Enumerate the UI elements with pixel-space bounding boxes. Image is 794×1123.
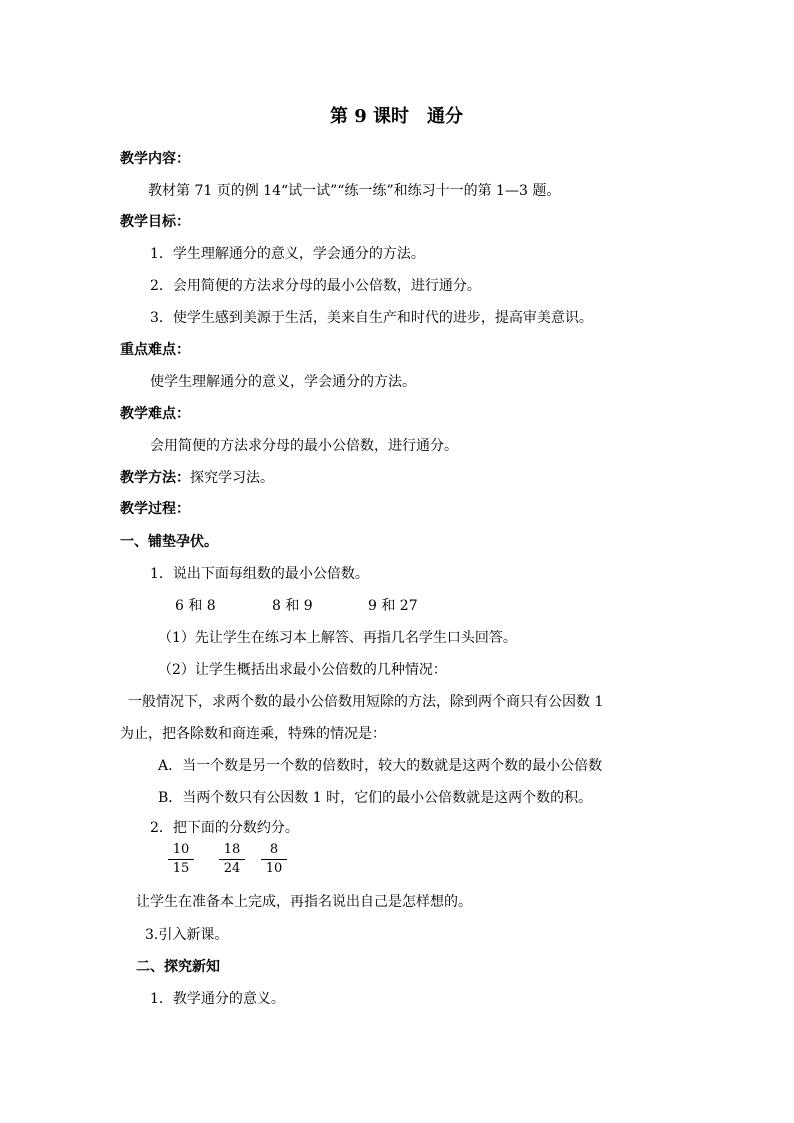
goals-heading: 教学目标： [120,214,190,230]
fraction-3 [261,842,287,877]
method-text: 探究学习法。 [190,470,274,486]
special-case-a: A．当一个数是另一个数的倍数时，较大的数就是这两个数的最小公倍数 [158,758,603,774]
question-2-note: 让学生在准备本上完成，再指名说出自己是怎样想的。 [136,894,472,910]
step-2: （2）让学生概括出求最小公倍数的几种情况： [158,662,447,678]
special-case-b: B．当两个数只有公因数 1 时，它们的最小公倍数就是这两个数的积。 [158,790,593,806]
number-pair-3: 9 和 27 [368,598,418,614]
fraction-2-numerator: 18 [219,842,245,860]
question-3: 3.引入新课。 [145,927,229,943]
content-text: 教材第 71 页的例 14“试一试”“练一练”和练习十一的第 1—3 题。 [148,183,561,199]
part2-heading: 二、探究新知 [136,959,220,975]
question-2: 2．把下面的分数约分。 [150,820,299,836]
part1-heading: 一、铺垫孕伏。 [120,534,218,550]
step-1: （1）先让学生在练习本上解答、再指几名学生口头回答。 [158,630,517,646]
general-case-line-1: 一般情况下，求两个数的最小公倍数用短除的方法，除到两个商只有公因数 1 [128,694,604,710]
difficulty-heading: 教学难点： [120,406,190,422]
general-case-line-2: 为止，把各除数和商连乘，特殊的情况是： [120,726,386,742]
key-points-text: 使学生理解通分的意义，学会通分的方法。 [150,374,416,390]
key-points-heading: 重点难点： [120,342,190,358]
fraction-1-numerator: 10 [168,842,194,860]
difficulty-text: 会用简便的方法求分母的最小公倍数，进行通分。 [150,438,458,454]
process-heading: 教学过程： [120,501,190,517]
method-heading: 教学方法： [120,470,190,486]
number-pair-2: 8 和 9 [272,598,313,614]
number-pair-1: 6 和 8 [175,598,216,614]
page-title: 第 9 课时 通分 [330,106,464,127]
fraction-3-denominator: 10 [265,861,283,876]
goal-item-2: 2．会用简便的方法求分母的最小公倍数，进行通分。 [150,278,481,294]
content-heading: 教学内容： [120,151,190,167]
fraction-1-denominator: 15 [172,861,190,876]
fraction-2 [219,842,245,877]
part2-item-1: 1．教学通分的意义。 [150,991,285,1007]
method-line [120,469,274,487]
fraction-1 [168,842,194,877]
question-1: 1．说出下面每组数的最小公倍数。 [150,566,369,582]
goal-item-1: 1．学生理解通分的意义，学会通分的方法。 [150,246,425,262]
fraction-2-denominator: 24 [223,861,241,876]
goal-item-3: 3．使学生感到美源于生活，美来自生产和时代的进步，提高审美意识。 [150,310,593,326]
fraction-3-numerator: 8 [261,842,287,860]
